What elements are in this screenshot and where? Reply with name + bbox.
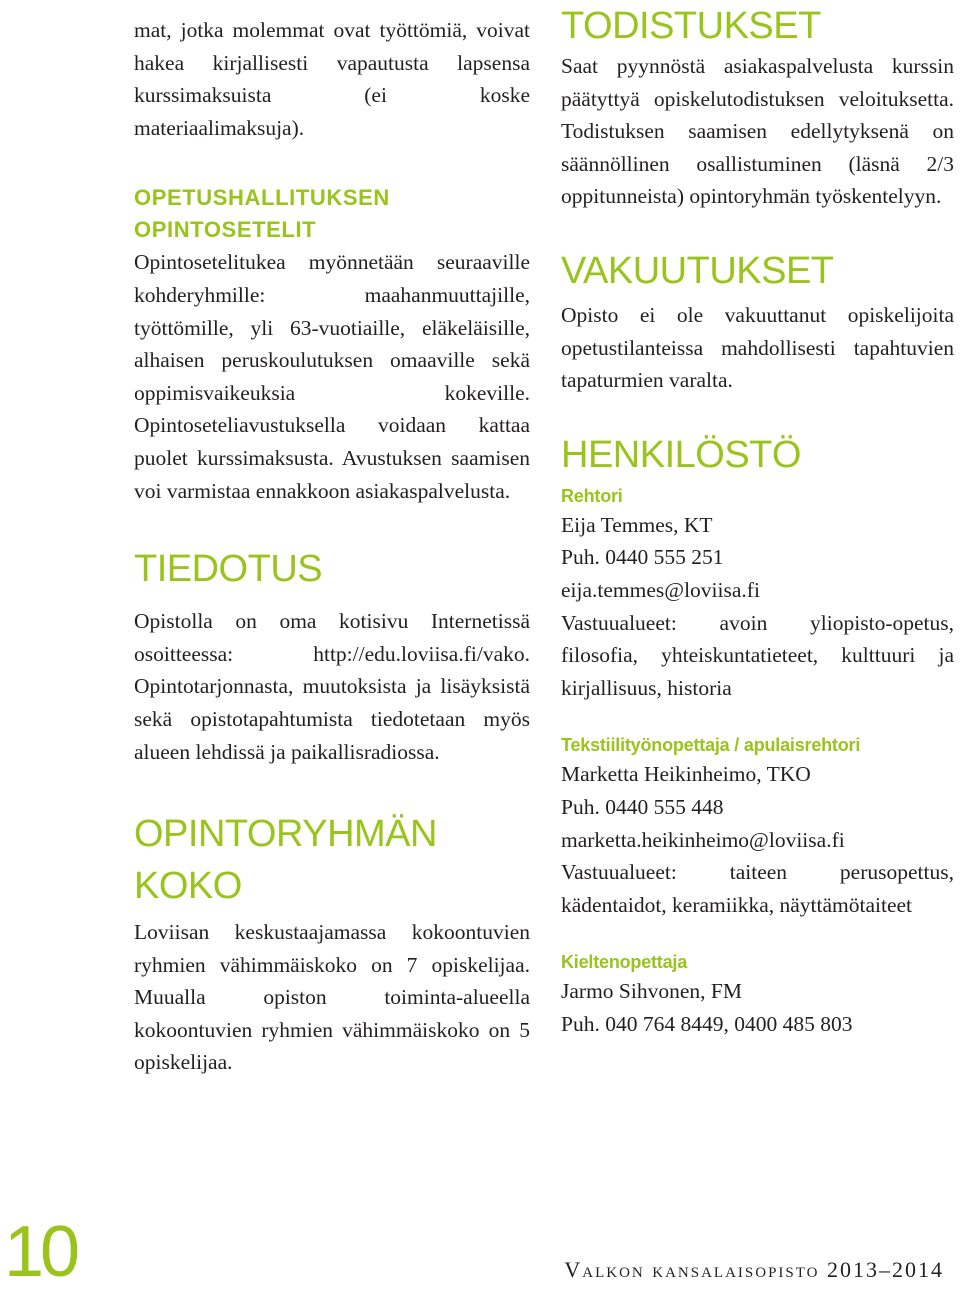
opintoryhma-paragraph: Loviisan keskustaajamassa kokoontuvien ryhmien vähimmäiskoko on 7 opiskelijaa. Muualla opiston toiminta-alueella kokoontuvien ryhmien vähimmäiskoko on 5 opiskelijaa. bbox=[134, 920, 530, 1075]
opintosetelit-heading-line1: OPETUSHALLITUKSEN bbox=[134, 185, 390, 211]
henkilosto-section bbox=[561, 431, 954, 1041]
vakuutukset-section bbox=[561, 247, 954, 397]
todistukset-heading: TODISTUKSET bbox=[561, 5, 821, 47]
staff-role: Kieltenopettaja bbox=[561, 952, 688, 973]
intro-paragraph: mat, jotka molemmat ovat työttömiä, voivat hakea kirjallisesti vapautusta lapsensa kurssimaksuista (ei koske materiaalimaksuja). bbox=[134, 18, 530, 140]
staff-entry-rehtori bbox=[561, 483, 954, 705]
opintosetelit-paragraph: Opintosetelitukea myönnetään seuraaville kohderyhmille: maahanmuuttajille, työttömille, yli 63-vuotiaille, eläkeläisille, alhaisen peruskoulutuksen omaaville sekä oppimisvaikeuksia kokeville. Opintoseteliavustuksella voidaan kattaa puolet kurssimaksusta. Avustuksen saamisen voi varmistaa ennakkoon asiakaspalvelusta. bbox=[134, 250, 530, 503]
staff-phone: Puh. 040 764 8449, 0400 485 803 bbox=[561, 1011, 853, 1036]
opintosetelit-heading-line2: OPINTOSETELIT bbox=[134, 217, 317, 243]
staff-name: Jarmo Sihvonen, FM bbox=[561, 979, 742, 1004]
right-column bbox=[561, 2, 954, 1040]
staff-role: Tekstiilityönopettaja / apulaisrehtori bbox=[561, 735, 861, 756]
left-column bbox=[134, 14, 530, 1079]
staff-role: Rehtori bbox=[561, 485, 623, 506]
tiedotus-heading: TIEDOTUS bbox=[134, 548, 323, 591]
opintoryhma-heading-line1: OPINTORYHMÄN bbox=[134, 813, 437, 856]
footer-publication-title: Valkon kansalaisopisto 2013–2014 bbox=[564, 1257, 944, 1282]
todistukset-paragraph: Saat pyynnöstä asiakaspalvelusta kurssin päätyttyä opiskelutodistuksen veloituksetta. Todistuksen saamisen edellytyksenä on säännöllinen osallistuminen (läsnä 2/3 oppitunneista) opintoryhmän työskentelyyn. bbox=[561, 54, 954, 209]
henkilosto-heading: HENKILÖSTÖ bbox=[561, 433, 801, 476]
tiedotus-section bbox=[134, 545, 530, 768]
opintoryhma-section bbox=[134, 808, 530, 1079]
staff-phone: Puh. 0440 555 251 bbox=[561, 545, 724, 570]
staff-name: Marketta Heikinheimo, TKO bbox=[561, 762, 811, 787]
staff-email: eija.temmes@loviisa.fi bbox=[561, 577, 760, 602]
opintosetelit-section bbox=[134, 182, 530, 507]
tiedotus-paragraph: Opistolla on oma kotisivu Internetissä osoitteessa: http://edu.loviisa.fi/vako. Opintotarjonnasta, muutoksista ja lisäyksistä sekä opistotapahtumista tiedotetaan myös alueen lehdissä ja paikallisradiossa. bbox=[134, 609, 530, 764]
todistukset-section bbox=[561, 2, 954, 213]
vakuutukset-heading: VAKUUTUKSET bbox=[561, 249, 834, 292]
staff-entry-tekstiilityonopettaja bbox=[561, 732, 954, 921]
staff-email: marketta.heikinheimo@loviisa.fi bbox=[561, 827, 845, 852]
staff-entry-kieltenopettaja bbox=[561, 949, 954, 1040]
staff-responsibilities: Vastuualueet: avoin yliopisto-opetus, filosofia, yhteiskuntatieteet, kulttuuri ja kirjallisuus, historia bbox=[561, 610, 954, 700]
page-number: 10 bbox=[4, 1212, 77, 1291]
staff-name: Eija Temmes, KT bbox=[561, 512, 713, 537]
opintoryhma-heading-line2: KOKO bbox=[134, 865, 242, 908]
vakuutukset-paragraph: Opisto ei ole vakuuttanut opiskelijoita opetustilanteissa mahdollisesti tapahtuvien tapaturmien varalta. bbox=[561, 302, 954, 393]
staff-responsibilities: Vastuualueet: taiteen perusopettus, kädentaidot, keramiikka, näyttämötaiteet bbox=[561, 860, 954, 917]
staff-phone: Puh. 0440 555 448 bbox=[561, 794, 724, 819]
